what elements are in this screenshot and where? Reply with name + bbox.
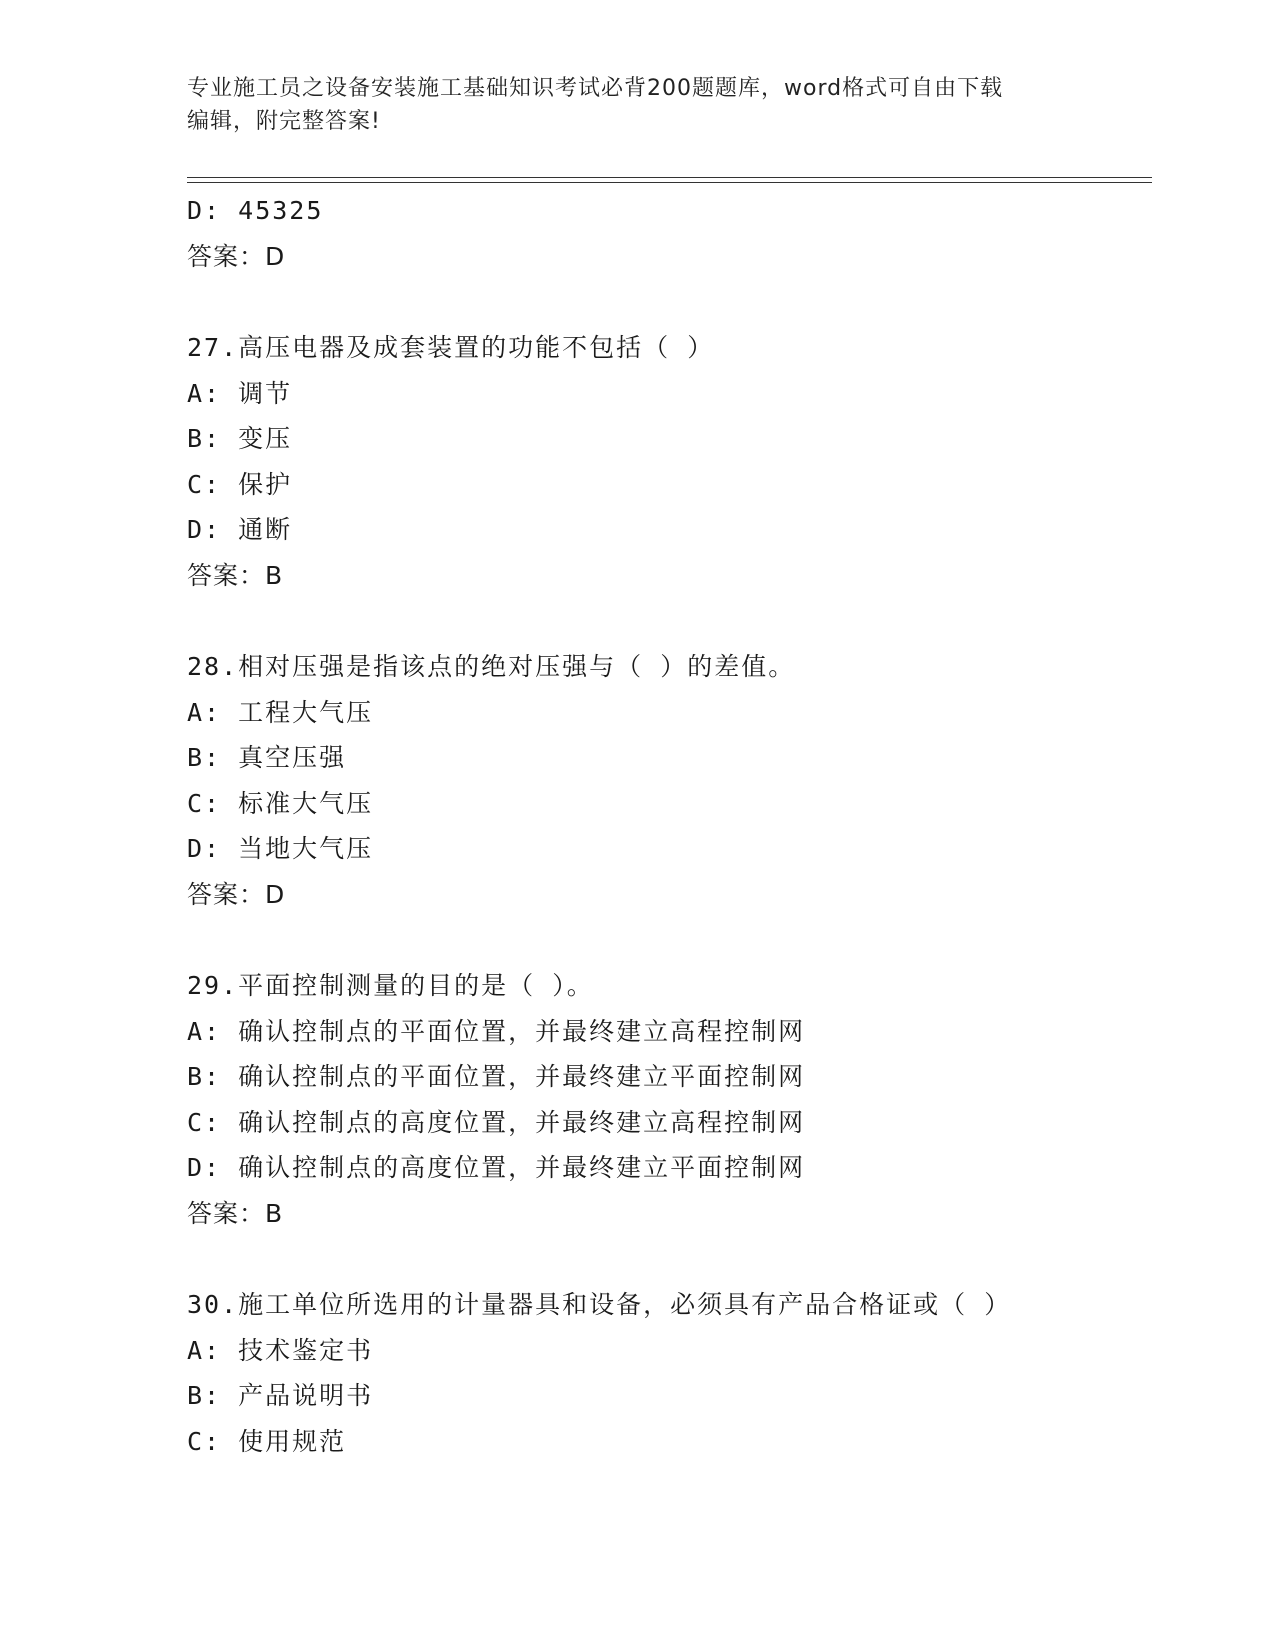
header-divider-top [187, 177, 1152, 178]
option-b: B: 变压 [187, 424, 293, 453]
question-stem: 27.高压电器及成套装置的功能不包括（ ） [187, 333, 715, 362]
option-a: A: 技术鉴定书 [187, 1335, 374, 1365]
spacer [187, 1236, 1152, 1282]
spacer [187, 279, 1152, 325]
question-list [187, 188, 1152, 1464]
option-a: A: 工程大气压 [187, 697, 374, 727]
answer: 答案：D [187, 241, 286, 271]
header-line-1: 专业施工员之设备安装施工基础知识考试必背200题题库，word格式可自由下载 [187, 76, 1004, 101]
option-c: C: 保护 [187, 469, 293, 499]
option-c: C: 确认控制点的高度位置，并最终建立高程控制网 [187, 1107, 806, 1137]
question-29 [187, 963, 1152, 1236]
question-26-tail [187, 188, 1152, 279]
option-c: C: 使用规范 [187, 1426, 347, 1456]
option-a: A: 确认控制点的平面位置，并最终建立高程控制网 [187, 1016, 806, 1046]
option-d: D: 45325 [187, 196, 324, 225]
option-b: B: 真空压强 [187, 743, 347, 772]
question-stem: 30.施工单位所选用的计量器具和设备，必须具有产品合格证或（ ） [187, 1290, 1012, 1319]
document-header [187, 72, 1077, 138]
option-b: B: 产品说明书 [187, 1381, 374, 1410]
question-27 [187, 325, 1152, 598]
option-b: B: 确认控制点的平面位置，并最终建立平面控制网 [187, 1062, 806, 1091]
option-d: D: 确认控制点的高度位置，并最终建立平面控制网 [187, 1153, 806, 1182]
option-a: A: 调节 [187, 378, 293, 408]
option-d: D: 当地大气压 [187, 834, 374, 863]
option-c: C: 标准大气压 [187, 788, 374, 818]
question-stem: 29.平面控制测量的目的是（ ）。 [187, 971, 594, 1000]
option-d: D: 通断 [187, 515, 293, 544]
answer: 答案：B [187, 560, 284, 590]
spacer [187, 917, 1152, 963]
header-line-2: 编辑，附完整答案! [187, 109, 381, 134]
question-stem: 28.相对压强是指该点的绝对压强与（ ）的差值。 [187, 652, 796, 681]
answer: 答案：D [187, 879, 286, 909]
spacer [187, 598, 1152, 644]
answer: 答案：B [187, 1198, 284, 1228]
header-divider-bottom [187, 182, 1152, 183]
question-28 [187, 644, 1152, 917]
question-30 [187, 1282, 1152, 1464]
